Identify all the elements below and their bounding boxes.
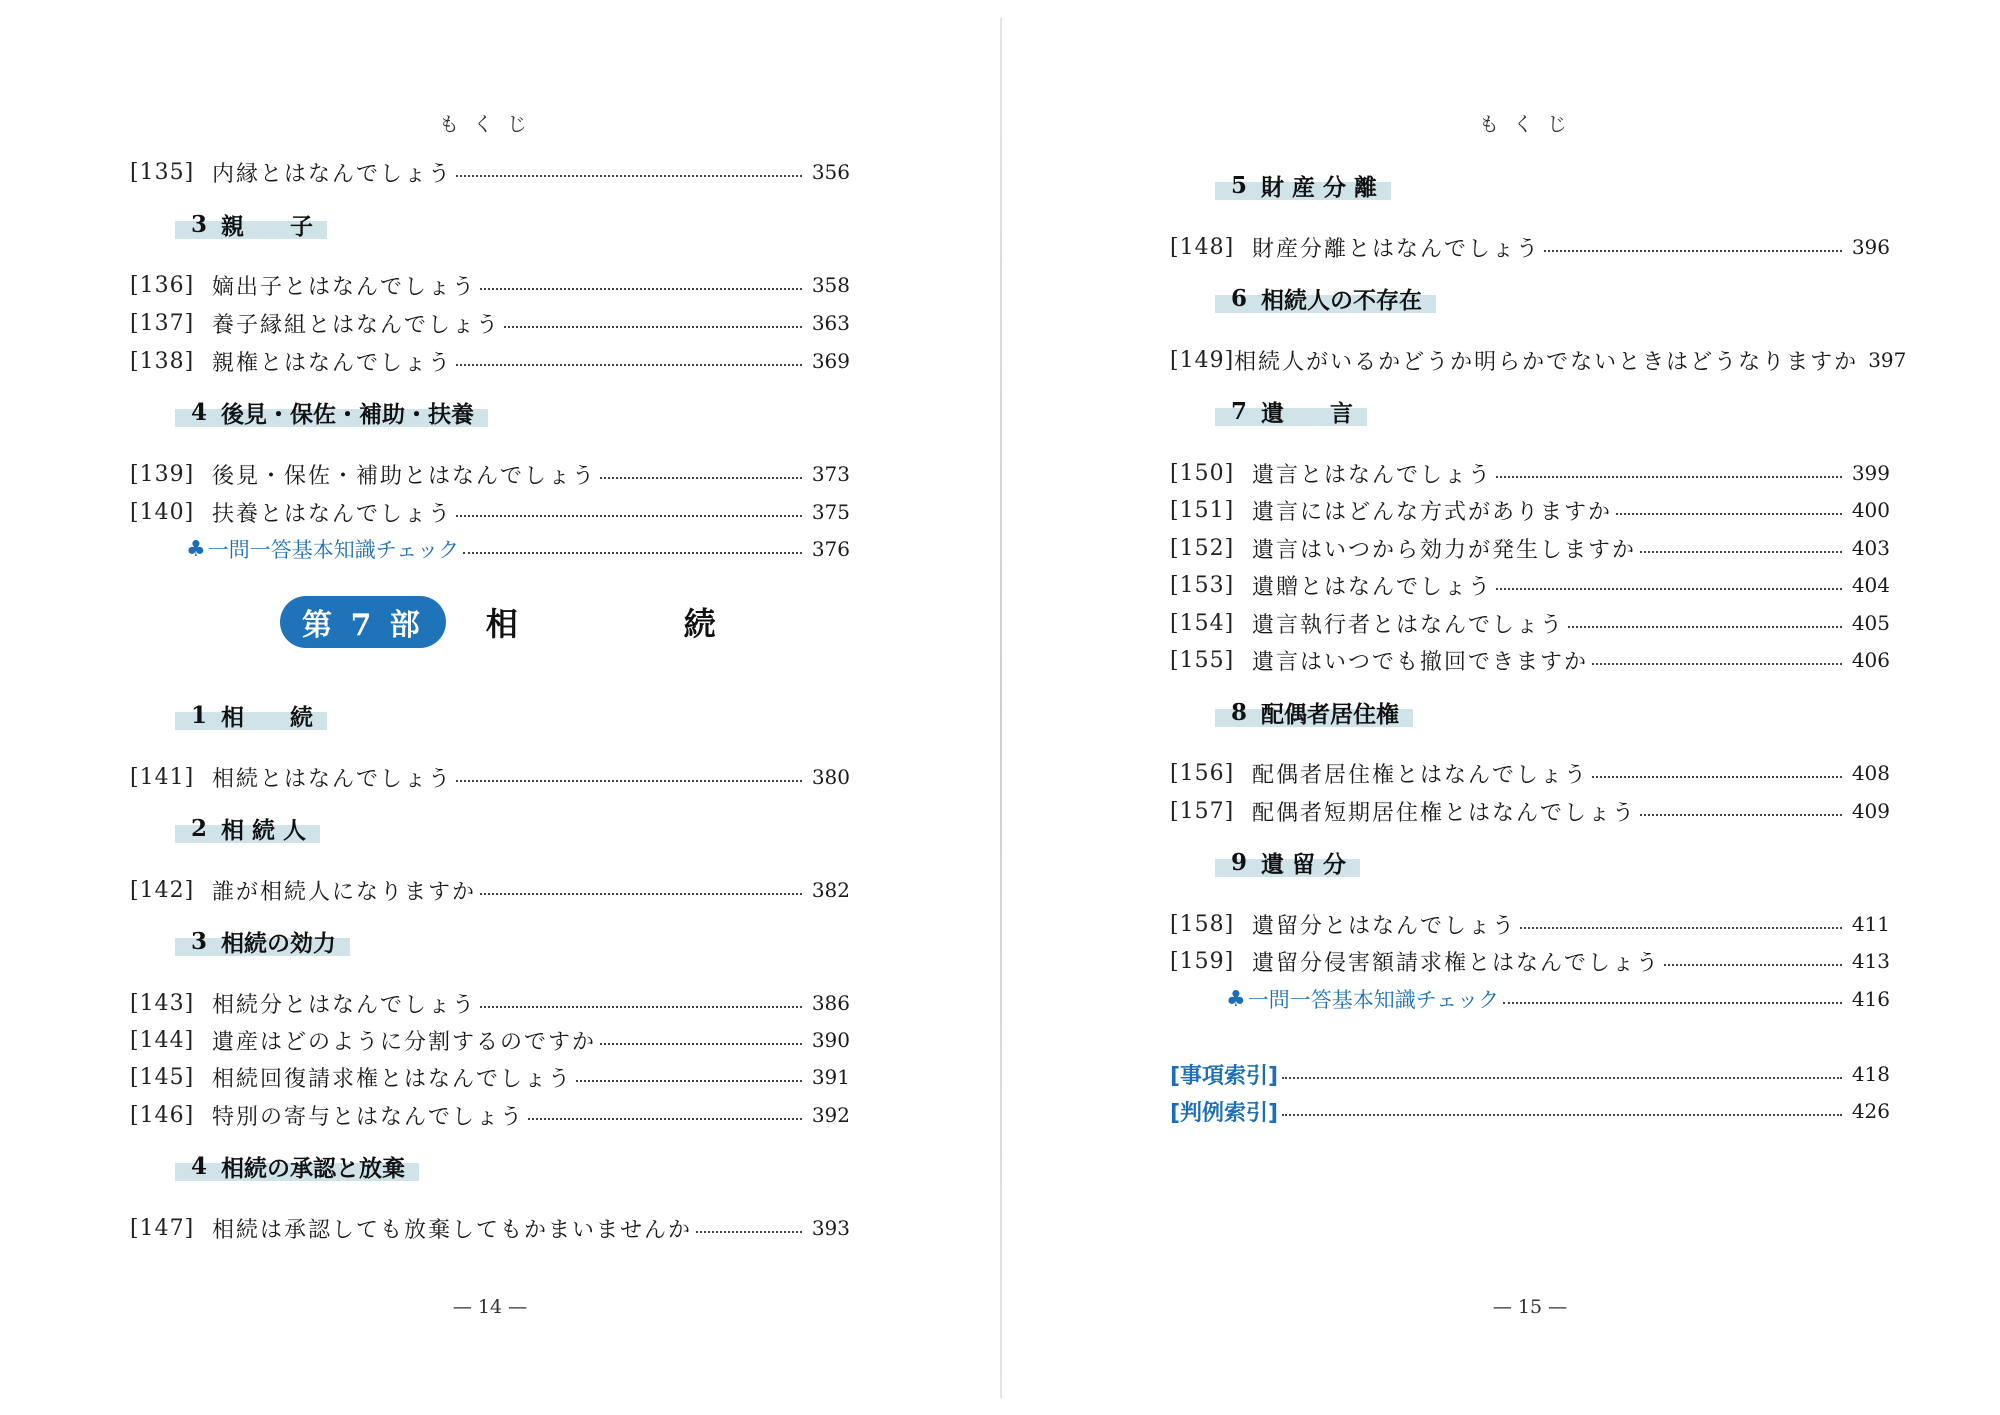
entry-page: 413 [1851, 949, 1890, 973]
section-title: 遺 留 分 [1261, 851, 1347, 878]
entry-title: 親権とはなんでしょう [212, 350, 453, 376]
toc-entry[interactable] [130, 873, 850, 907]
index-entry[interactable] [1170, 1057, 1890, 1091]
entry-title: 遺言はいつでも撤回できますか [1252, 649, 1589, 675]
leader-dots [1664, 964, 1842, 966]
section-heading [1215, 283, 1436, 313]
entry-title: 遺言にはどんな方式がありますか [1252, 499, 1613, 525]
section-number: 4 [191, 398, 208, 426]
section-heading [175, 397, 488, 427]
leader-dots [1568, 626, 1842, 628]
entry-number: [155] [1170, 647, 1235, 673]
entry-number: [158] [1170, 911, 1235, 937]
section-heading [175, 1151, 419, 1181]
left-page [130, 0, 850, 1415]
section-heading [1215, 170, 1391, 200]
toc-entry[interactable] [1170, 230, 1890, 264]
toc-entry[interactable] [1170, 794, 1890, 828]
entry-page: 386 [811, 991, 850, 1015]
toc-entry[interactable] [130, 495, 850, 529]
entry-number: [135] [130, 159, 195, 185]
entry-title: 遺留分侵害額請求権とはなんでしょう [1252, 950, 1661, 976]
entry-number: [152] [1170, 535, 1235, 561]
leader-dots [528, 1118, 802, 1120]
section-title: 後見・保佐・補助・扶養 [221, 401, 475, 428]
section-heading [175, 209, 327, 239]
leader-dots [480, 1006, 802, 1008]
entry-title: 遺留分とはなんでしょう [1252, 913, 1517, 939]
toc-entry[interactable] [1170, 606, 1890, 640]
entry-title: 遺産はどのように分割するのですか [212, 1029, 597, 1055]
entry-page: 397 [1868, 348, 1907, 372]
entry-title: 配偶者居住権とはなんでしょう [1252, 762, 1589, 788]
entry-title: 遺贈とはなんでしょう [1252, 574, 1493, 600]
page-number: — 14 — [452, 1296, 528, 1318]
leader-dots [696, 1231, 802, 1233]
entry-title: 嫡出子とはなんでしょう [212, 274, 477, 300]
section-number: 2 [191, 814, 208, 842]
toc-entry[interactable] [130, 986, 850, 1020]
section-title: 相続の効力 [221, 930, 337, 957]
entry-title: 相続は承認しても放棄してもかまいませんか [212, 1217, 693, 1243]
club-icon: ♣ [186, 536, 206, 562]
entry-title: 一問一答基本知識チェック [1247, 988, 1500, 1012]
leader-dots [1520, 927, 1842, 929]
entry-page: 411 [1851, 912, 1890, 936]
leader-dots [1282, 1077, 1842, 1079]
section-title: 相続の承認と放棄 [221, 1155, 406, 1182]
entry-number: [143] [130, 990, 195, 1016]
entry-page: 375 [811, 500, 850, 524]
entry-title: 遺言はいつから効力が発生しますか [1252, 537, 1637, 563]
entry-title: 遺言執行者とはなんでしょう [1252, 612, 1565, 638]
section-number: 8 [1231, 698, 1248, 726]
section-number: 3 [191, 210, 208, 238]
entry-number: [156] [1170, 760, 1235, 786]
section-title: 相 続 人 [221, 817, 307, 844]
entry-page: 405 [1851, 611, 1890, 635]
leader-dots [456, 364, 802, 366]
entry-page: 406 [1851, 648, 1890, 672]
entry-page: 416 [1851, 987, 1890, 1011]
entry-page: 390 [811, 1028, 850, 1052]
part-badge: 第 7 部 [280, 596, 446, 648]
toc-entry[interactable] [130, 306, 850, 340]
entry-number: [138] [130, 348, 195, 374]
toc-entry[interactable] [1170, 531, 1890, 565]
toc-entry[interactable] [130, 760, 850, 794]
entry-page: 363 [811, 311, 850, 335]
entry-page: 400 [1851, 498, 1890, 522]
section-number: 5 [1231, 171, 1248, 199]
section-title: 財 産 分 離 [1261, 174, 1378, 201]
entry-number: [139] [130, 461, 195, 487]
section-number: 6 [1231, 284, 1248, 312]
toc-entry[interactable] [130, 344, 850, 378]
entry-page: 404 [1851, 573, 1890, 597]
section-heading [175, 700, 327, 730]
toc-entry[interactable] [1170, 907, 1890, 941]
toc-entry[interactable] [130, 1023, 850, 1057]
leader-dots [456, 175, 802, 177]
entry-page: 393 [811, 1216, 850, 1240]
toc-entry[interactable] [130, 1211, 850, 1245]
toc-entry[interactable] [1170, 343, 1907, 377]
section-heading [1215, 697, 1413, 727]
section-heading [175, 813, 320, 843]
entry-number: [140] [130, 499, 195, 525]
page-gutter [1000, 18, 1002, 1398]
entry-title: 相続回復請求権とはなんでしょう [212, 1066, 573, 1092]
entry-number: [157] [1170, 798, 1235, 824]
section-number: 3 [191, 927, 208, 955]
section-number: 7 [1231, 397, 1248, 425]
entry-number: [153] [1170, 572, 1235, 598]
running-head: もくじ [439, 112, 541, 136]
entry-title: 内縁とはなんでしょう [212, 161, 453, 187]
entry-number: [149] [1170, 347, 1235, 373]
entry-number: [137] [130, 310, 195, 336]
leader-dots [600, 477, 802, 479]
index-title: [判例索引] [1170, 1100, 1279, 1126]
club-icon: ♣ [1226, 986, 1246, 1012]
leader-dots [456, 780, 802, 782]
toc-entry[interactable] [1170, 493, 1890, 527]
section-title: 遺 言 [1261, 400, 1354, 427]
entry-page: 409 [1851, 799, 1890, 823]
entry-page: 358 [811, 273, 850, 297]
entry-page: 408 [1851, 761, 1890, 785]
section-title: 相続人の不存在 [1261, 287, 1423, 314]
section-number: 9 [1231, 848, 1248, 876]
running-head: もくじ [1479, 112, 1581, 136]
leader-dots [1640, 814, 1842, 816]
leader-dots [480, 288, 802, 290]
entry-title: 相続人がいるかどうか明らかでないときはどうなりますか [1234, 349, 1859, 375]
entry-page: 369 [811, 349, 850, 373]
entry-number: [148] [1170, 234, 1235, 260]
part-title: 相 続 [485, 605, 716, 643]
toc-entry[interactable] [1170, 643, 1890, 677]
toc-entry[interactable] [1170, 568, 1890, 602]
leader-dots [1496, 476, 1842, 478]
entry-title: 財産分離とはなんでしょう [1252, 236, 1541, 262]
entry-number: [142] [130, 877, 195, 903]
entry-page: 373 [811, 462, 850, 486]
entry-title: 扶養とはなんでしょう [212, 501, 453, 527]
entry-page: 376 [811, 537, 850, 561]
entry-title: 誰が相続人になりますか [212, 879, 477, 905]
entry-number: [145] [130, 1064, 195, 1090]
leader-dots [1616, 513, 1842, 515]
toc-entry[interactable] [130, 1098, 850, 1132]
leader-dots [576, 1080, 802, 1082]
page-number: — 15 — [1492, 1296, 1568, 1318]
toc-entry[interactable] [130, 1060, 850, 1094]
leader-dots [600, 1043, 802, 1045]
section-number: 4 [191, 1152, 208, 1180]
section-heading [1215, 396, 1367, 426]
section-title: 親 子 [221, 213, 314, 240]
leader-dots [504, 326, 802, 328]
entry-number: [147] [130, 1215, 195, 1241]
toc-entry[interactable] [1170, 756, 1890, 790]
entry-title: 特別の寄与とはなんでしょう [212, 1104, 525, 1130]
leader-dots [1544, 250, 1842, 252]
leader-dots [456, 515, 802, 517]
entry-page: 382 [811, 878, 850, 902]
entry-title: 相続分とはなんでしょう [212, 992, 477, 1018]
leader-dots [480, 893, 802, 895]
section-heading [1215, 847, 1360, 877]
toc-entry[interactable] [1170, 456, 1890, 490]
entry-number: [150] [1170, 460, 1235, 486]
quiz-check-entry[interactable] [1226, 982, 1890, 1016]
leader-dots [1640, 551, 1842, 553]
section-number: 1 [191, 701, 208, 729]
quiz-check-entry[interactable] [186, 532, 850, 566]
entry-number: [144] [130, 1027, 195, 1053]
leader-dots [463, 552, 802, 554]
entry-page: 396 [1851, 235, 1890, 259]
entry-number: [151] [1170, 497, 1235, 523]
entry-page: 380 [811, 765, 850, 789]
entry-number: [159] [1170, 948, 1235, 974]
entry-title: 一問一答基本知識チェック [207, 538, 460, 562]
entry-title: 相続とはなんでしょう [212, 766, 453, 792]
part-heading [280, 598, 716, 646]
entry-number: [154] [1170, 610, 1235, 636]
entry-page: 392 [811, 1103, 850, 1127]
leader-dots [1282, 1114, 1842, 1116]
index-title: [事項索引] [1170, 1063, 1279, 1089]
entry-page: 426 [1851, 1099, 1890, 1123]
entry-page: 403 [1851, 536, 1890, 560]
entry-title: 配偶者短期居住権とはなんでしょう [1252, 800, 1637, 826]
entry-page: 391 [811, 1065, 850, 1089]
leader-dots [1503, 1002, 1842, 1004]
toc-entry[interactable] [130, 155, 850, 189]
leader-dots [1592, 776, 1842, 778]
entry-title: 養子縁組とはなんでしょう [212, 312, 501, 338]
section-title: 相 続 [221, 704, 314, 731]
entry-page: 399 [1851, 461, 1890, 485]
toc-entry[interactable] [1170, 944, 1890, 978]
entry-number: [146] [130, 1102, 195, 1128]
leader-dots [1592, 663, 1842, 665]
entry-number: [136] [130, 272, 195, 298]
entry-page: 418 [1851, 1062, 1890, 1086]
entry-number: [141] [130, 764, 195, 790]
entry-page: 356 [811, 160, 850, 184]
toc-entry[interactable] [130, 457, 850, 491]
entry-title: 後見・保佐・補助とはなんでしょう [212, 463, 597, 489]
entry-title: 遺言とはなんでしょう [1252, 462, 1493, 488]
section-heading [175, 926, 350, 956]
index-entry[interactable] [1170, 1094, 1890, 1128]
right-page [1170, 0, 1907, 1415]
leader-dots [1496, 588, 1842, 590]
toc-entry[interactable] [130, 268, 850, 302]
section-title: 配偶者居住権 [1261, 701, 1400, 728]
